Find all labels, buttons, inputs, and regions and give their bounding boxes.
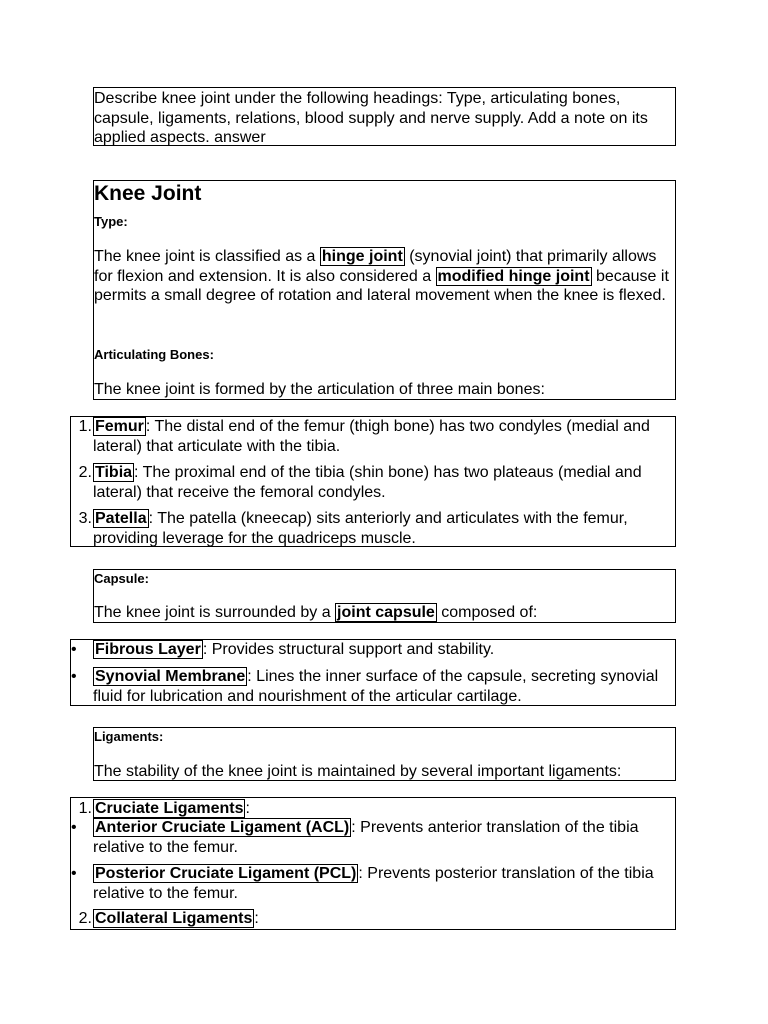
acl-text: : Prevents anterior translation of the tibia relative to the femur. xyxy=(93,819,639,856)
capsule-text-post: composed of: xyxy=(436,604,538,621)
capsule-section xyxy=(93,569,676,623)
tibia-text: : The proximal end of the tibia (shin bone) has two plateaus (medial and lateral) that receive the femoral condyles. xyxy=(93,464,642,501)
term-modified-hinge-joint: modified hinge joint xyxy=(437,267,590,285)
list-marker: 1. xyxy=(78,800,92,817)
term-hinge-joint: hinge joint xyxy=(321,248,403,265)
term-synovial-membrane: Synovial Membrane xyxy=(95,668,246,685)
femur-text: : The distal end of the femur (thigh bone) has two condyles (medial and lateral) that articulate with the tibia. xyxy=(93,418,650,455)
question-text: Describe knee joint under the following headings: Type, articulating bones, capsule, ligaments, relations, blood supply and nerve supply. Add a note on its applied aspects. answer xyxy=(94,90,648,146)
list-item xyxy=(78,509,671,548)
term-tibia: Tibia xyxy=(95,464,133,481)
fibrous-layer-text: : Provides structural support and stability. xyxy=(202,641,495,658)
term-patella: Patella xyxy=(95,510,147,527)
list-item xyxy=(71,667,671,706)
ligaments-list xyxy=(70,797,676,930)
capsule-text-pre: The knee joint is surrounded by a xyxy=(94,604,336,621)
ligaments-intro: The stability of the knee joint is maintained by several important ligaments: xyxy=(94,763,622,780)
list-marker: 2. xyxy=(78,464,92,481)
bullet-marker: • xyxy=(71,641,77,658)
collateral-ligaments-text: : xyxy=(254,910,259,927)
term-fibrous-layer: Fibrous Layer xyxy=(95,641,201,658)
type-text-post: because it permits a small degree of rotation and lateral movement when the knee is flexed. xyxy=(94,267,669,304)
term-cruciate-ligaments: Cruciate Ligaments xyxy=(95,800,244,817)
page-title: Knee Joint xyxy=(94,182,202,205)
capsule-heading: Capsule: xyxy=(94,571,149,586)
list-item xyxy=(71,640,671,660)
term-collateral-ligaments: Collateral Ligaments xyxy=(95,910,253,927)
term-acl: Anterior Cruciate Ligament (ACL) xyxy=(95,819,350,836)
ligaments-section xyxy=(93,727,676,781)
list-item xyxy=(78,799,671,819)
cruciate-ligaments-text: : xyxy=(245,800,250,817)
type-paragraph xyxy=(94,247,669,306)
bones-intro: The knee joint is formed by the articulation of three main bones: xyxy=(94,381,545,398)
term-joint-capsule: joint capsule xyxy=(337,604,435,621)
list-item xyxy=(78,417,671,456)
list-item xyxy=(71,864,671,903)
list-item xyxy=(71,818,671,857)
ligaments-heading: Ligaments: xyxy=(94,729,164,744)
capsule-paragraph xyxy=(94,603,674,623)
capsule-layers-list xyxy=(70,639,676,706)
type-section xyxy=(93,180,676,400)
type-text-mid: (synovial joint) that primarily allows for flexion and extension. It is also considered a xyxy=(94,248,657,285)
bones-heading: Articulating Bones: xyxy=(94,347,214,362)
type-text-pre: The knee joint is classified as a xyxy=(94,248,320,265)
pcl-text: : Prevents posterior translation of the tibia relative to the femur. xyxy=(93,865,654,902)
list-marker: 3. xyxy=(78,510,92,527)
question-box xyxy=(93,87,676,146)
bones-list xyxy=(70,416,676,547)
term-pcl: Posterior Cruciate Ligament (PCL) xyxy=(95,865,357,882)
list-marker: 2. xyxy=(78,910,92,927)
type-heading: Type: xyxy=(94,214,128,229)
term-femur: Femur xyxy=(95,418,144,435)
synovial-membrane-text: : Lines the inner surface of the capsule, secreting synovial fluid for lubrication and nourishment of the articular cartilage. xyxy=(93,668,659,705)
list-item xyxy=(78,463,671,502)
bullet-marker: • xyxy=(71,865,77,882)
bullet-marker: • xyxy=(71,668,77,685)
bullet-marker: • xyxy=(71,819,77,836)
list-marker: 1. xyxy=(78,418,92,435)
list-item xyxy=(78,909,671,929)
patella-text: : The patella (kneecap) sits anteriorly and articulates with the femur, providing leverage for the quadriceps muscle. xyxy=(93,510,628,547)
